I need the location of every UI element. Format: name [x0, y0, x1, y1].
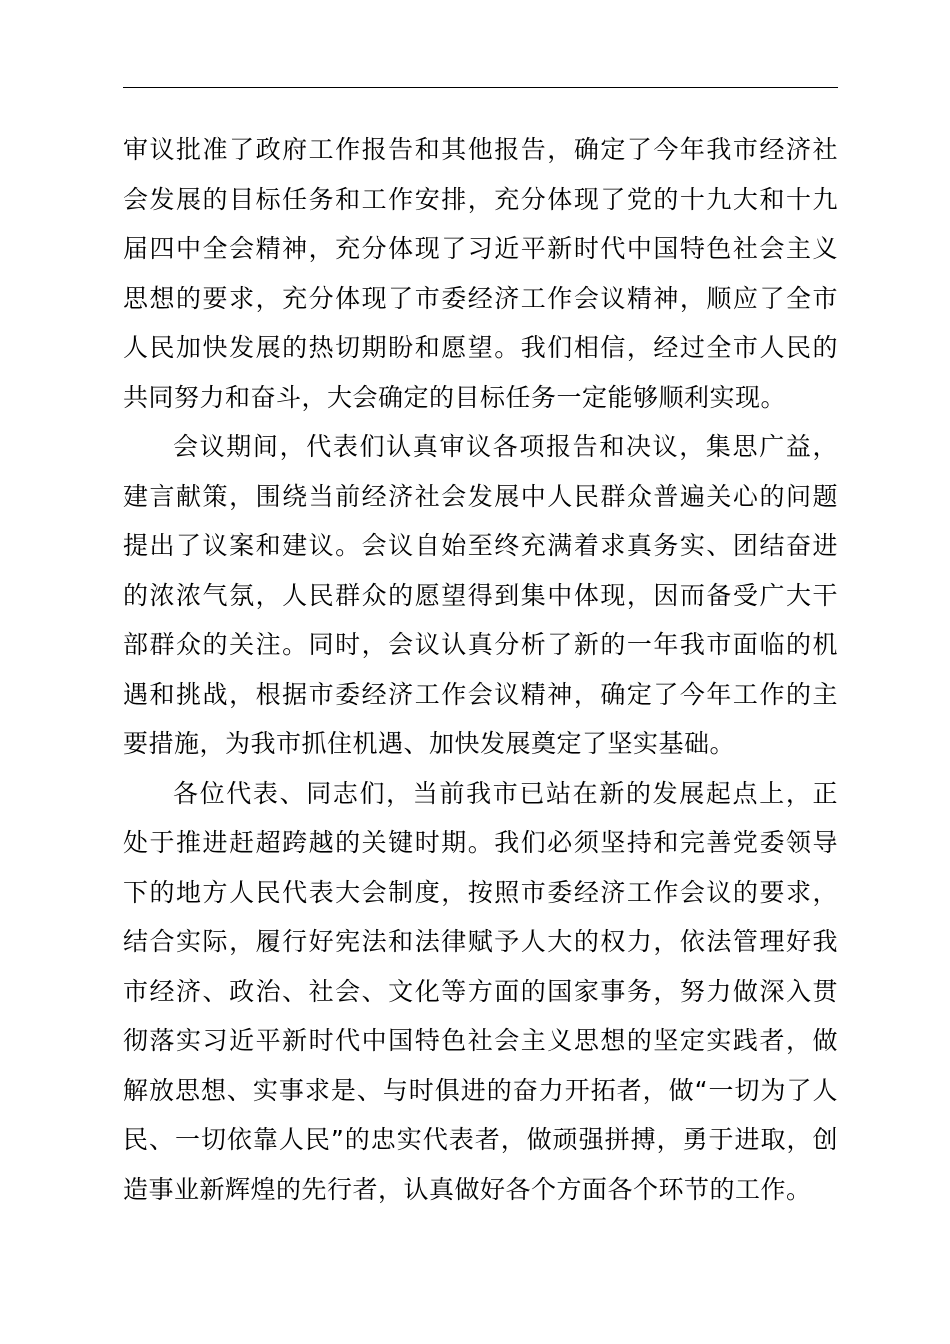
text-line: 部群众的关注。同时，会议认真分析了新的一年我市面临的机: [123, 630, 838, 659]
text-line: 彻落实习近平新时代中国特色社会主义思想的坚定实践者，做: [123, 1026, 838, 1055]
text-line: 解放思想、实事求是、与时俱进的奋力开拓者，做“一切为了人: [123, 1075, 838, 1105]
text-line: 提出了议案和建议。会议自始至终充满着求真务实、团结奋进: [123, 531, 838, 560]
text-line: 思想的要求，充分体现了市委经济工作会议精神，顺应了全市: [123, 283, 838, 313]
text-line: 市经济、政治、社会、文化等方面的国家事务，努力做深入贯: [123, 976, 838, 1006]
text-line: 届四中全会精神，充分体现了习近平新时代中国特色社会主义: [123, 234, 838, 263]
text-line: 要措施，为我市抓住机遇、加快发展奠定了坚实基础。: [123, 729, 736, 758]
text-line: 共同努力和奋斗，大会确定的目标任务一定能够顺利实现。: [123, 382, 787, 412]
text-line: 会发展的目标任务和工作安排，充分体现了党的十九大和十九: [123, 184, 838, 214]
paragraph-2: [123, 422, 838, 769]
text-line: 人民加快发展的热切期盼和愿望。我们相信，经过全市人民的: [123, 333, 838, 362]
text-line: 审议批准了政府工作报告和其他报告，确定了今年我市经济社: [123, 135, 838, 164]
text-line: 下的地方人民代表大会制度，按照市委经济工作会议的要求，: [123, 877, 838, 907]
text-line: 各位代表、同志们，当前我市已站在新的发展起点上，正: [173, 778, 838, 808]
header-rule: [123, 87, 838, 88]
text-line: 的浓浓气氛，人民群众的愿望得到集中体现，因而备受广大干: [123, 580, 838, 610]
text-line: 会议期间，代表们认真审议各项报告和决议，集思广益，: [173, 432, 838, 461]
text-line: 结合实际，履行好宪法和法律赋予人大的权力，依法管理好我: [123, 927, 838, 956]
text-line: 处于推进赶超跨越的关键时期。我们必须坚持和完善党委领导: [123, 828, 838, 857]
paragraph-3: [123, 769, 838, 1215]
body-text: [123, 125, 838, 1214]
text-line: 造事业新辉煌的先行者，认真做好各个方面各个环节的工作。: [123, 1174, 812, 1204]
text-line: 遇和挑战，根据市委经济工作会议精神，确定了今年工作的主: [123, 679, 838, 709]
text-line: 民、一切依靠人民”的忠实代表者，做顽强拼搏，勇于进取，创: [123, 1125, 838, 1154]
paragraph-1: [123, 125, 838, 422]
text-line: 建言献策，围绕当前经济社会发展中人民群众普遍关心的问题: [123, 481, 838, 511]
